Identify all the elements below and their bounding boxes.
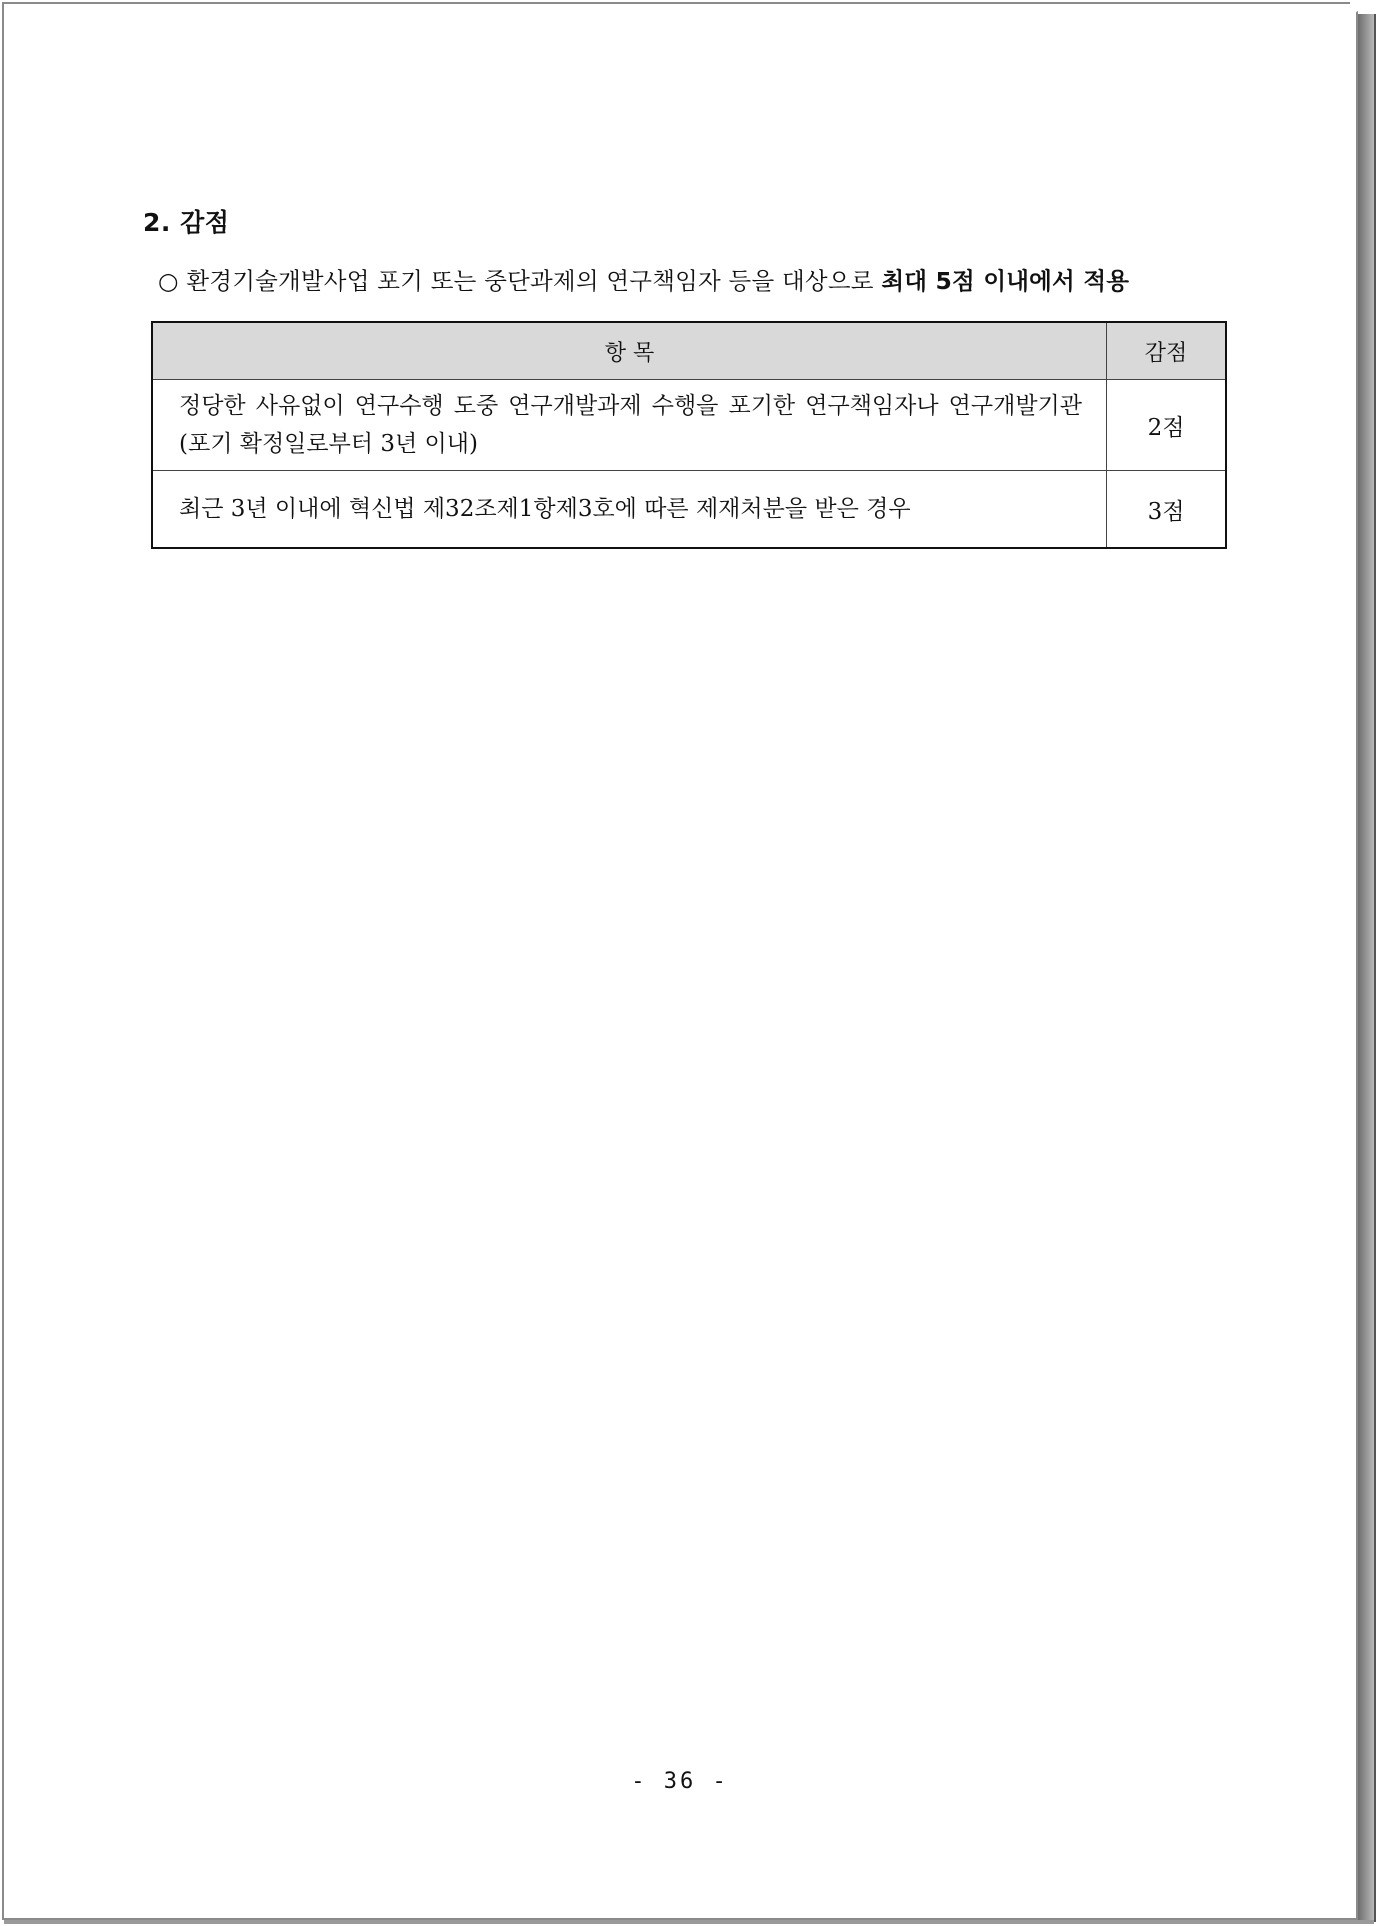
bullet-text-bold: 최대 5점 이내에서 적용 — [881, 267, 1130, 295]
table-row — [152, 471, 1226, 549]
table-row — [152, 380, 1226, 471]
bullet-paragraph — [158, 262, 1129, 296]
bullet-marker: ○ — [158, 267, 179, 295]
section-title: 2. 감점 — [143, 208, 230, 237]
row-points: 3점 — [1107, 471, 1227, 549]
page-corner-fold — [1350, 2, 1372, 16]
row-points: 2점 — [1107, 380, 1227, 471]
row-item: 정당한 사유없이 연구수행 도중 연구개발과제 수행을 포기한 연구책임자나 연구개발기관(포기 확정일로부터 3년 이내) — [152, 380, 1107, 471]
header-item: 항 목 — [152, 322, 1107, 380]
header-points: 감점 — [1107, 322, 1227, 380]
bullet-text: 환경기술개발사업 포기 또는 중단과제의 연구책임자 등을 대상으로 — [186, 267, 874, 295]
page-bottom-shadow — [4, 1920, 1374, 1924]
row-item: 최근 3년 이내에 혁신법 제32조제1항제3호에 따른 제재처분을 받은 경우 — [152, 471, 1107, 549]
table-header-row — [152, 322, 1226, 380]
page-edge-shadow — [1358, 14, 1376, 1922]
page-number: - 36 - — [631, 1769, 729, 1794]
deduction-table — [151, 321, 1227, 549]
